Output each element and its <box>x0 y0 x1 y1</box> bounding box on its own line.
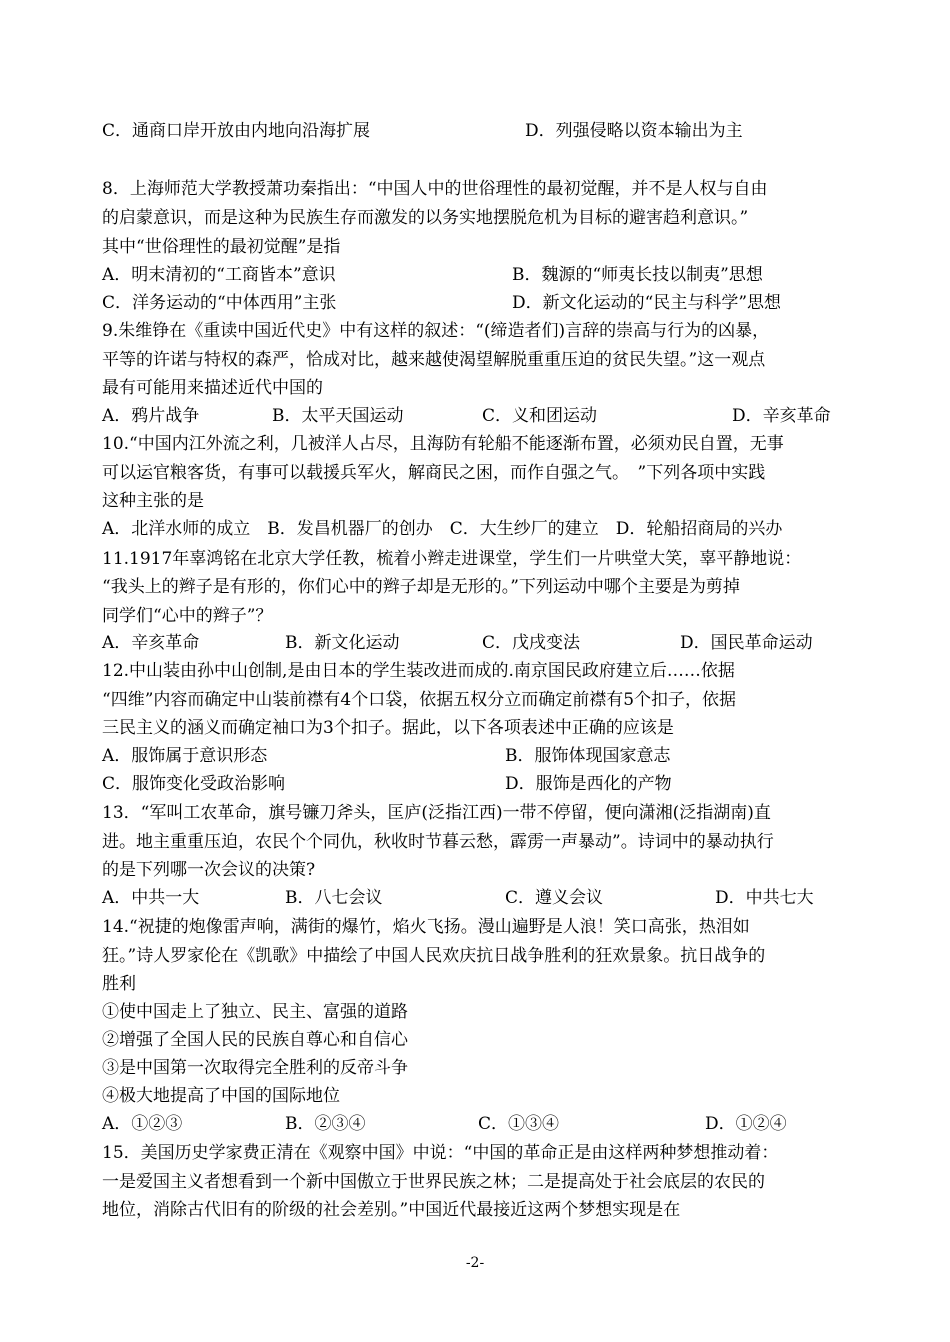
q11-stem-line-2: “我头上的辫子是有形的，你们心中的辫子却是无形的。”下列运动中哪个主要是为剪掉 <box>102 577 740 597</box>
q13-option-a: A．中共一大 <box>102 888 200 908</box>
q13-stem-line-3: 的是下列哪一次会议的决策? <box>102 860 316 880</box>
q12-option-b: B．服饰体现国家意志 <box>505 746 671 766</box>
q8-stem-line-2: 的启蒙意识，而是这种为民族生存而激发的以务实地摆脱危机为目标的避害趋利意识。” <box>102 208 749 228</box>
q9-option-b: B．太平天国运动 <box>272 406 404 426</box>
q13-option-b: B．八七会议 <box>285 888 383 908</box>
q15-stem-line-2: 一是爱国主义者想看到一个新中国傲立于世界民族之林；二是提高处于社会底层的农民的 <box>102 1172 765 1192</box>
q7-option-d: D．列强侵略以资本输出为主 <box>525 121 743 141</box>
q8-option-d: D．新文化运动的“民主与科学”思想 <box>512 293 782 313</box>
q9-option-d: D．辛亥革命 <box>732 406 831 426</box>
q11-option-d: D．国民革命运动 <box>680 633 813 653</box>
page-number: -2- <box>465 1255 485 1271</box>
q11-stem-line-1: 11.1917年辜鸿铭在北京大学任教，梳着小辫走进课堂，学生们一片哄堂大笑，辜平静地说： <box>102 549 802 569</box>
q12-option-a: A．服饰属于意识形态 <box>102 746 268 766</box>
q11-option-b: B．新文化运动 <box>285 633 400 653</box>
q8-stem-line-1: 8．上海师范大学教授萧功秦指出：“中国人中的世俗理性的最初觉醒，并不是人权与自由 <box>102 179 768 199</box>
q14-item-1: ①使中国走上了独立、民主、富强的道路 <box>102 1002 408 1022</box>
q12-stem-line-1: 12.中山装由孙中山创制,是由日本的学生装改进而成的.南京国民政府建立后……依据 <box>102 661 735 681</box>
q14-stem-line-2: 狂。”诗人罗家伦在《凯歌》中描绘了中国人民欢庆抗日战争胜利的狂欢景象。抗日战争的 <box>102 946 766 966</box>
q9-option-a: A．鸦片战争 <box>102 406 200 426</box>
q14-option-d: D．①②④ <box>705 1114 787 1134</box>
q14-item-2: ②增强了全国人民的民族自尊心和自信心 <box>102 1030 408 1050</box>
q8-option-c: C．洋务运动的“中体西用”主张 <box>102 293 337 313</box>
q12-stem-line-3: 三民主义的涵义而确定袖口为3个扣子。据此，以下各项表述中正确的应该是 <box>102 718 674 738</box>
q10-options: A．北洋水师的成立 B．发昌机器厂的创办 C．大生纱厂的建立 D．轮船招商局的兴办 <box>102 519 783 539</box>
q8-option-b: B．魏源的“师夷长技以制夷”思想 <box>512 265 763 285</box>
q8-option-a: A．明末清初的“工商皆本”意识 <box>102 265 336 285</box>
q11-option-a: A．辛亥革命 <box>102 633 200 653</box>
q9-stem-line-3: 最有可能用来描述近代中国的 <box>102 378 323 398</box>
q11-option-c: C．戊戌变法 <box>482 633 581 653</box>
q11-stem-line-3: 同学们“心中的辫子”？ <box>102 606 273 626</box>
q13-stem-line-1: 13．“军叫工农革命，旗号镰刀斧头，匡庐(泛指江西)一带不停留，便向潇湘(泛指湖南)直 <box>102 803 771 823</box>
q14-item-4: ④极大地提高了中国的国际地位 <box>102 1086 340 1106</box>
q12-option-c: C．服饰变化受政治影响 <box>102 774 286 794</box>
q12-stem-line-2: “四维”内容而确定中山装前襟有4个口袋，依据五权分立而确定前襟有5个扣子，依据 <box>102 690 737 710</box>
q10-stem-line-1: 10.“中国内江外流之利，几被洋人占尽，且海防有轮船不能逐渐布置，必须劝民自置，无事 <box>102 434 784 454</box>
q14-item-3: ③是中国第一次取得完全胜利的反帝斗争 <box>102 1058 408 1078</box>
q15-stem-line-1: 15．美国历史学家费正清在《观察中国》中说：“中国的革命正是由这样两种梦想推动着： <box>102 1143 779 1163</box>
q14-stem-line-1: 14.“祝捷的炮像雷声响，满街的爆竹，焰火飞扬。漫山遍野是人浪！笑口高张，热泪如 <box>102 917 750 937</box>
q14-option-c: C．①③④ <box>478 1114 560 1134</box>
q14-option-b: B．②③④ <box>285 1114 366 1134</box>
q7-option-c: C．通商口岸开放由内地向沿海扩展 <box>102 121 371 141</box>
q12-option-d: D．服饰是西化的产物 <box>505 774 672 794</box>
q13-stem-line-2: 进。地主重重压迫，农民个个同仇，秋收时节暮云愁，霹雳一声暴动”。诗词中的暴动执行 <box>102 832 774 852</box>
q15-stem-line-3: 地位，消除古代旧有的阶级的社会差别。”中国近代最接近这两个梦想实现是在 <box>102 1200 681 1220</box>
q9-stem-line-1: 9.朱维铮在《重读中国近代史》中有这样的叙述：“(缔造者们)言辞的崇高与行为的凶暴， <box>102 321 770 341</box>
q8-stem-line-3: 其中“世俗理性的最初觉醒”是指 <box>102 237 341 257</box>
q14-option-a: A．①②③ <box>102 1114 183 1134</box>
q10-stem-line-2: 可以运官粮客货，有事可以载援兵军火，解商民之困，而作自强之气。 ”下列各项中实践 <box>102 463 766 483</box>
q13-option-d: D．中共七大 <box>715 888 814 908</box>
q10-stem-line-3: 这种主张的是 <box>102 491 204 511</box>
q9-stem-line-2: 平等的许诺与特权的森严，恰成对比，越来越使渴望解脱重重压迫的贫民失望。”这一观点 <box>102 350 766 370</box>
q13-option-c: C．遵义会议 <box>505 888 604 908</box>
q9-option-c: C．义和团运动 <box>482 406 598 426</box>
q14-stem-line-3: 胜利 <box>102 974 136 994</box>
